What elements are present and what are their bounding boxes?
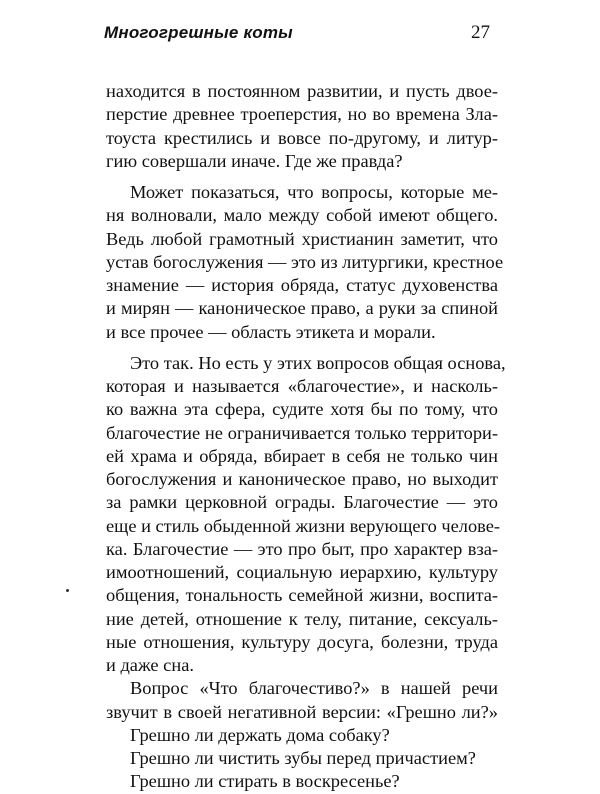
text-line: устав богослужения — это из литургики, крестное [106,251,504,272]
running-head [104,22,490,48]
text-line: имоотношений, социальную иерархию, культуру [106,562,498,582]
text-line: и даже сна. [106,655,194,675]
text-line: и мирян — каноническое право, а руки за спиной [106,298,498,319]
text-line: ние детей, отношение к телу, питание, сексуаль- [106,608,498,629]
text-line: ей храма и обряда, вбирает в себя не только чин [106,445,498,466]
text-line: Грешно ли стирать в воскресенье? [130,771,400,792]
text-line: Грешно ли чистить зубы перед причастием? [130,748,476,768]
text-line: Может показаться, что вопросы, которые ме- [130,182,498,202]
text-line: которая и называется «благочестие», и насколь- [106,376,498,396]
text-line: благочестие не ограничивается только территори- [106,422,498,443]
body-text [106,80,506,794]
text-line: ко важна эта сфера, судите хотя бы по тому, что [106,399,498,420]
text-line: Это так. Но есть у этих вопросов общая основа, [130,352,506,373]
text-line: ня волновали, мало между собой имеют общего. [106,205,498,226]
text-line: тоуста крестились и вовсе по-другому, и литур- [106,127,498,148]
page-number: 27 [471,22,490,43]
text-line: ка. Благочестие — это про быт, про характер вза- [106,538,498,559]
text-line: ные отношения, культуру досуга, болезни, труда [106,631,498,652]
text-line: за рамки церковной ограды. Благочестие — это [106,492,498,513]
text-line: Вопрос «Что благочестиво?» в нашей речи [130,678,498,699]
text-line: Ведь любой грамотный христианин заметит, что [106,228,498,249]
text-line: знамение — история обряда, статус духовенства [106,275,498,295]
text-line: перстие древнее троеперстия, но во времена Зла- [106,104,498,125]
text-line: еще и стиль обыденной жизни верующего челове- [106,515,501,536]
text-line: общения, тональность семейной жизни, воспита- [106,585,498,606]
text-line: Грешно ли держать дома собаку? [130,724,390,745]
margin-dot [66,589,69,592]
text-line: богослужения и каноническое право, но выходит [106,469,498,489]
text-line: и все прочее — область этикета и морали. [106,321,436,342]
text-line: находится в постоянном развитии, и пусть двое- [106,81,498,101]
text-line: звучит в своей негативной версии: «Грешно ли?» [106,701,498,722]
running-title: Многогрешные коты [104,23,293,42]
text-line: гию совершали иначе. Где же правда? [106,150,403,171]
